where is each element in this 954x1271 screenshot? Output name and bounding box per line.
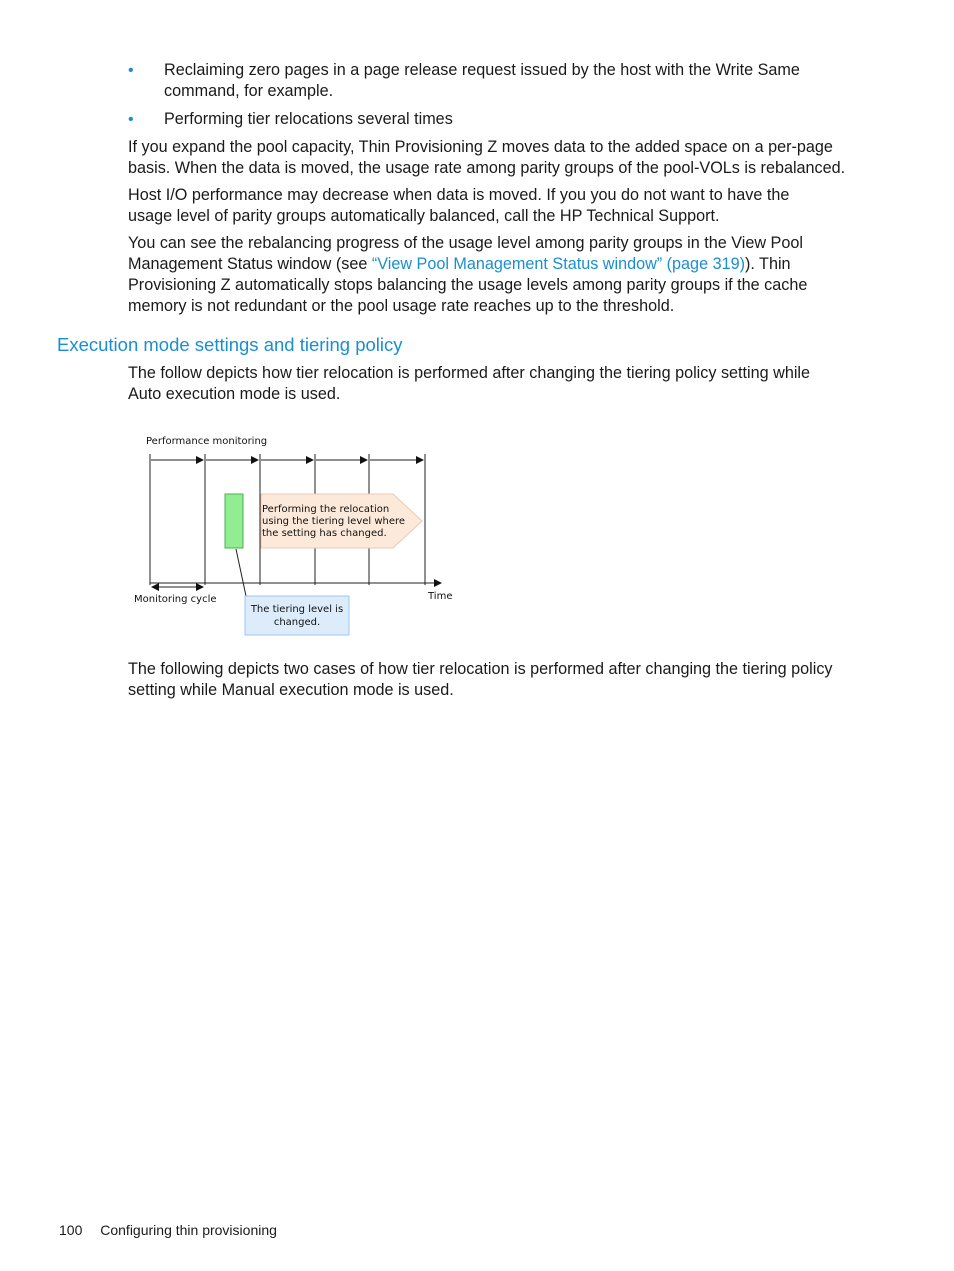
bullet-list: [128, 60, 868, 137]
bullet-icon: •: [128, 62, 134, 79]
paragraph-intro: The follow depicts how tier relocation is performed after changing the tiering policy setting while Auto execution mode is used.: [128, 364, 811, 403]
relocation-text-line3: the setting has changed.: [262, 528, 387, 539]
view-pool-status-link[interactable]: “View Pool Management Status window” (page 319): [371, 255, 745, 273]
relocation-text-line1: Performing the relocation: [262, 504, 390, 515]
list-item: • Performing tier relocations several times: [128, 110, 453, 128]
performance-monitoring-label: Performance monitoring: [146, 436, 268, 447]
page-footer: [59, 1222, 291, 1238]
paragraph-rebalancing-progress: You can see the rebalancing progress of the usage level among parity groups in the View Pool Management Status window (see “View Pool Management Status window” (page 319)). Thin Provisioning Z automatically stops balancing the usage levels among parity groups if the cache memory is not redundant or the pool usage rate reaches up to the threshold.: [128, 234, 808, 315]
paragraph-manual-mode: The following depicts two cases of how tier relocation is performed after changing the tiering policy setting while Manual execution mode is used.: [128, 660, 833, 699]
tier-relocation-diagram: [128, 430, 468, 640]
bullet-icon: •: [128, 111, 134, 128]
paragraph-expand-capacity: If you expand the pool capacity, Thin Provisioning Z moves data to the added space on a per-page basis. When the data is moved, the usage rate among parity groups of the pool-VOLs is rebalanced.: [128, 138, 846, 177]
list-item: • Reclaiming zero pages in a page release request issued by the host with the Write Same command, for example.: [128, 61, 800, 100]
pointer-line: [236, 549, 246, 596]
monitoring-cycle-label: Monitoring cycle: [134, 594, 217, 605]
tiering-note-line2: changed.: [273, 617, 321, 628]
section-heading: Execution mode settings and tiering policy: [57, 334, 403, 355]
tiering-change-box: [225, 494, 243, 548]
footer-title: Configuring thin provisioning: [100, 1222, 277, 1238]
time-label: Time: [428, 591, 453, 602]
page-number: 100: [59, 1222, 83, 1238]
tiering-note-line1: The tiering level is: [250, 604, 344, 615]
relocation-text-line2: using the tiering level where: [262, 516, 406, 527]
tiering-note-box: [245, 596, 349, 635]
paragraph-host-io: Host I/O performance may decrease when data is moved. If you you do not want to have the usage level of parity groups automatically balanced, call the HP Technical Support.: [128, 186, 790, 225]
